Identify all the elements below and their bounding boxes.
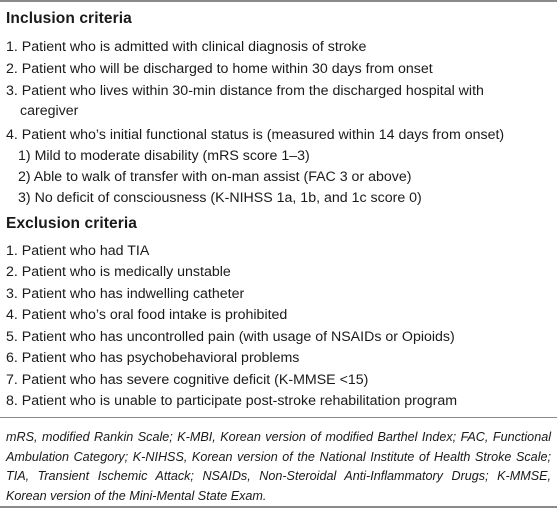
exclusion-item-6 xyxy=(6,348,299,368)
inclusion-heading: Inclusion criteria xyxy=(6,10,132,27)
exclusion-item-2 xyxy=(6,262,231,282)
inclusion-item-text: Patient who lives within 30-min distance from the discharged hospital with xyxy=(21,83,484,99)
inclusion-item-1 xyxy=(6,37,366,57)
exclusion-item-text: Patient who had TIA xyxy=(21,243,150,259)
inclusion-item-number: 1. xyxy=(6,39,18,55)
inclusion-subitem-1 xyxy=(18,146,310,166)
inclusion-subitem-number: 3) xyxy=(18,190,31,206)
exclusion-item-number: 3. xyxy=(6,286,18,302)
exclusion-item-5 xyxy=(6,327,455,347)
exclusion-item-8 xyxy=(6,391,457,411)
exclusion-item-number: 1. xyxy=(6,243,18,259)
exclusion-item-number: 5. xyxy=(6,329,18,345)
inclusion-subitem-3 xyxy=(18,188,422,208)
exclusion-item-text: Patient who has indwelling catheter xyxy=(21,286,245,302)
inclusion-item-text: Patient who will be discharged to home within 30 days from onset xyxy=(21,61,433,77)
inclusion-subitem-text: Able to walk of transfer with on-man assist (FAC 3 or above) xyxy=(33,169,412,185)
top-rule xyxy=(0,0,557,2)
exclusion-item-1 xyxy=(6,241,149,261)
inclusion-item-number: 2. xyxy=(6,61,18,77)
exclusion-item-number: 2. xyxy=(6,264,18,280)
inclusion-subitem-2 xyxy=(18,167,412,187)
exclusion-item-3 xyxy=(6,284,244,304)
inclusion-item-number: 3. xyxy=(6,83,18,99)
inclusion-item-4 xyxy=(6,125,504,145)
inclusion-item-3 xyxy=(6,81,484,101)
exclusion-item-text: Patient who has psychobehavioral problems xyxy=(21,350,300,366)
exclusion-heading: Exclusion criteria xyxy=(6,215,138,232)
exclusion-item-7 xyxy=(6,370,368,390)
inclusion-item-text: Patient who’s initial functional status is (measured within 14 days from onset) xyxy=(21,127,505,143)
exclusion-item-number: 8. xyxy=(6,393,18,409)
abbreviation-footnote: mRS, modified Rankin Scale; K-MBI, Korean version of modified Barthel Index; FAC, Functional Ambulation Category; K-NIHSS, Korean version of the National Institute of Health Stroke Scale; TIA, Transient Ischemic Attack; NSAIDs, Non-Steroidal Anti-Inflammatory Drugs; K-MMSE, Korean version of the Mini-Mental State Exam. xyxy=(6,430,551,503)
inclusion-item-number: 4. xyxy=(6,127,18,143)
inclusion-subitem-number: 2) xyxy=(18,169,31,185)
exclusion-item-number: 6. xyxy=(6,350,18,366)
exclusion-item-text: Patient who has uncontrolled pain (with usage of NSAIDs or Opioids) xyxy=(21,329,455,345)
inclusion-subitem-number: 1) xyxy=(18,148,31,164)
inclusion-subitem-text: No deficit of consciousness (K-NIHSS 1a, 1b, and 1c score 0) xyxy=(34,190,422,206)
inclusion-item-3-continuation: caregiver xyxy=(20,103,79,119)
exclusion-item-number: 4. xyxy=(6,307,18,323)
exclusion-item-4 xyxy=(6,305,287,325)
exclusion-item-text: Patient who has severe cognitive deficit (K-MMSE <15) xyxy=(21,372,369,388)
exclusion-item-text: Patient who’s oral food intake is prohibited xyxy=(21,307,288,323)
inclusion-subitem-text: Mild to moderate disability (mRS score 1–3) xyxy=(34,148,310,164)
inclusion-item-text: Patient who is admitted with clinical diagnosis of stroke xyxy=(21,39,367,55)
exclusion-item-number: 7. xyxy=(6,372,18,388)
inclusion-item-2 xyxy=(6,59,433,79)
exclusion-item-text: Patient who is unable to participate post-stroke rehabilitation program xyxy=(21,393,458,409)
table-bottom-rule xyxy=(0,417,557,418)
exclusion-item-text: Patient who is medically unstable xyxy=(21,264,231,280)
